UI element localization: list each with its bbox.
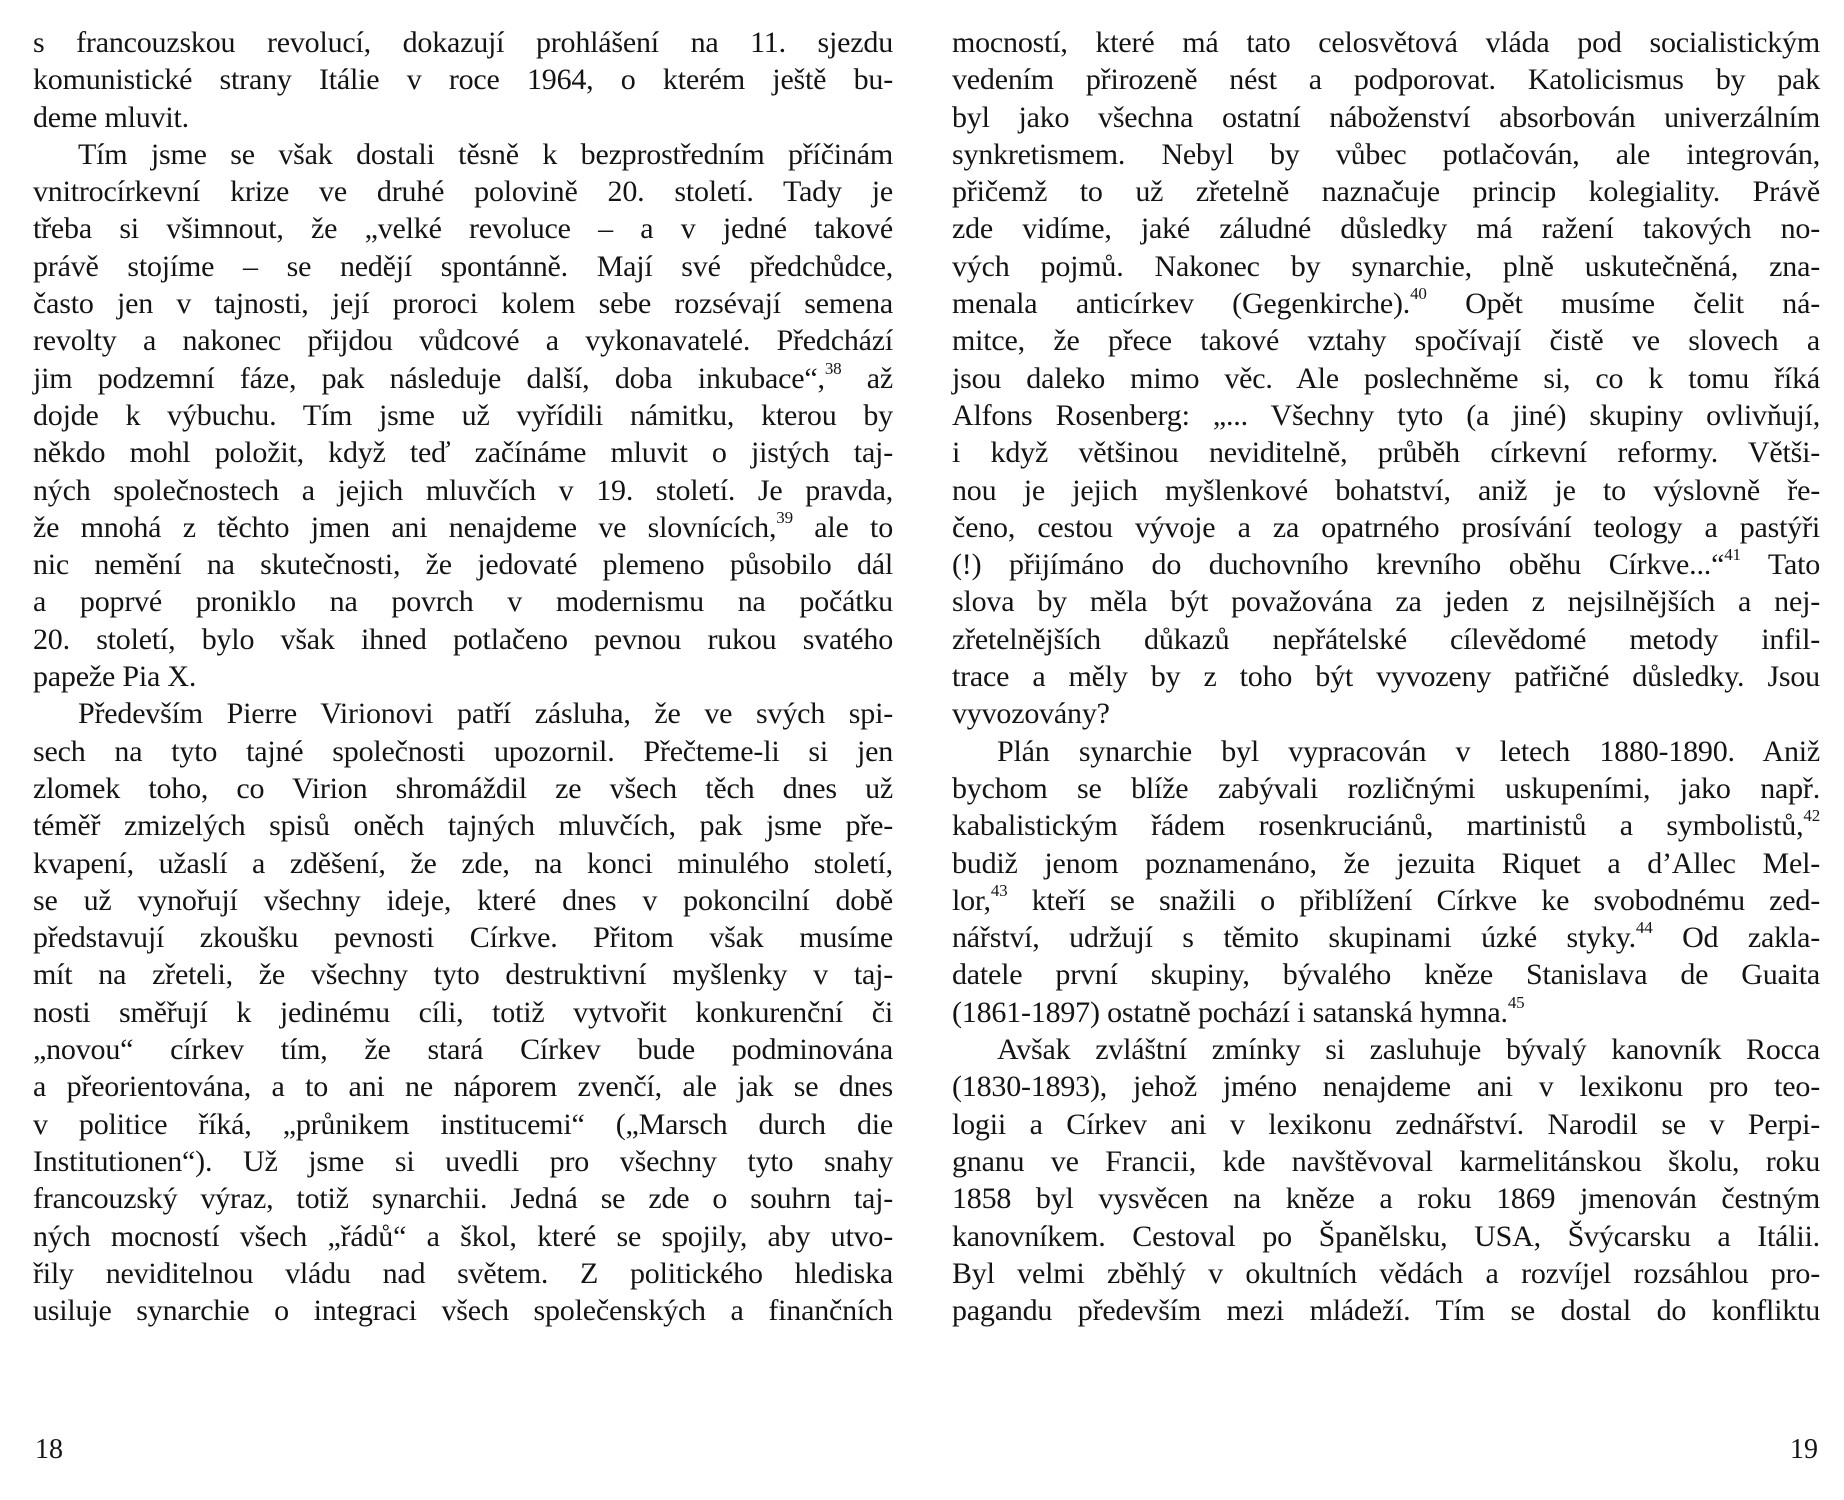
text-line-content: deme mluvit. — [33, 100, 189, 134]
text-line — [33, 173, 893, 210]
left-page — [33, 0, 893, 1500]
text-line — [33, 360, 893, 397]
text-line-content: že mnohá z těchto jmen ani nenajdeme ve slovnících, — [33, 510, 777, 544]
text-line-content: téměř zmizelých spisů oněch tajných mluvčích, pak jsme pře- — [33, 809, 893, 843]
footnote-reference: 43 — [990, 880, 1008, 900]
text-line — [952, 882, 1820, 919]
text-line-content: budiž jenom poznamenáno, že jezuita Riquet a d’Allec Mel- — [952, 846, 1820, 880]
text-line — [952, 956, 1820, 993]
text-line-content: menala anticírkev (Gegenkirche). — [952, 287, 1411, 321]
text-line-content: pagandu především mezi mládeží. Tím se dostal do konfliktu — [952, 1294, 1820, 1328]
text-line — [33, 1218, 893, 1255]
text-line-content: často jen v tajnosti, její proroci kolem sebe rozsévají semena — [33, 287, 893, 321]
text-line-content: zde vidíme, jaké záludné důsledky má ražení takových no- — [952, 212, 1820, 246]
text-line-content: (1861-1897) ostatně pochází i satanská hymna. — [952, 995, 1508, 1029]
text-line-continuation: kteří se snažili o přiblížení Církve ke svobodnému zed- — [1007, 883, 1820, 917]
text-line-content: kvapení, užaslí a zděšení, že zde, na konci minulého století, — [33, 846, 893, 880]
footnote-reference: 38 — [824, 358, 842, 378]
text-line — [952, 1031, 1820, 1068]
text-line — [952, 695, 1820, 732]
text-line — [952, 807, 1820, 844]
text-line — [952, 248, 1820, 285]
text-line-content: přičemž to už zřetelně naznačuje princip kolegiality. Právě — [952, 175, 1820, 209]
text-line-content: kanovníkem. Cestoval po Španělsku, USA, Švýcarsku a Itálii. — [952, 1219, 1820, 1253]
text-line-content: se už vynořují všechny ideje, které dnes v pokoncilní době — [33, 883, 893, 917]
text-line — [33, 24, 893, 61]
footnote-reference: 45 — [1507, 992, 1525, 1012]
text-line — [952, 1143, 1820, 1180]
text-line-content: Byl velmi zběhlý v okultních vědách a rozvíjel rozsáhlou pro- — [952, 1256, 1820, 1290]
text-line — [33, 322, 893, 359]
text-line — [33, 1068, 893, 1105]
text-line-content: v politice říká, „průnikem institucemi“ („Marsch durch die — [33, 1107, 893, 1141]
text-line-content: vedením přirozeně nést a podporovat. Katolicismus by pak — [952, 63, 1820, 97]
text-line-content: gnanu ve Francii, kde navštěvoval karmelitánskou školu, roku — [952, 1144, 1820, 1178]
text-line — [952, 1218, 1820, 1255]
text-line-content: řily neviditelnou vládu nad světem. Z politického hlediska — [33, 1256, 893, 1290]
text-line-content: a poprvé proniklo na povrch v modernismu na počátku — [33, 585, 893, 619]
text-line — [952, 472, 1820, 509]
text-line-content: Institutionen“). Už jsme si uvedli pro všechny tyto snahy — [33, 1144, 893, 1178]
text-line — [952, 99, 1820, 136]
text-line-content: kabalistickým řádem rosenkruciánů, martinistů a symbolistů, — [952, 809, 1804, 843]
text-line-content: zřetelnějších důkazů nepřátelské cílevědomé metody infil- — [952, 622, 1820, 656]
text-line-content: představují zkoušku pevnosti Církve. Přitom však musíme — [33, 921, 893, 955]
text-line-content: Plán synarchie byl vypracován v letech 1880-1890. Aniž — [997, 734, 1820, 768]
text-line-content: nic nemění na skutečnosti, že jedovaté plemeno působilo dál — [33, 548, 893, 582]
text-line-content: papeže Pia X. — [33, 660, 197, 694]
text-line — [33, 285, 893, 322]
text-line-content: vých pojmů. Nakonec by synarchie, plně uskutečněná, zna- — [952, 249, 1820, 283]
page-number-right: 19 — [1790, 1434, 1818, 1465]
text-line-content: lor, — [952, 883, 991, 917]
text-line-content: 1858 byl vysvěcen na kněze a roku 1869 jmenován čestným — [952, 1182, 1820, 1216]
text-line-content: byl jako všechna ostatní náboženství absorbován univerzálním — [952, 100, 1820, 134]
text-line — [952, 1068, 1820, 1105]
text-line — [952, 210, 1820, 247]
left-page-text-column — [33, 24, 893, 1329]
text-line — [33, 695, 893, 732]
text-line — [952, 322, 1820, 359]
text-line — [952, 1292, 1820, 1329]
text-line-continuation: Opět musíme čelit ná- — [1426, 287, 1820, 321]
text-line-content: ných mocností všech „řádů“ a škol, které se spojily, aby utvo- — [33, 1219, 893, 1253]
text-line — [33, 1031, 893, 1068]
text-line — [33, 546, 893, 583]
text-line — [952, 61, 1820, 98]
text-line-content: mitce, že přece takové vztahy spočívají čistě ve slovech a — [952, 324, 1820, 358]
text-line — [33, 61, 893, 98]
text-line — [33, 658, 893, 695]
text-line — [952, 173, 1820, 210]
text-line — [952, 136, 1820, 173]
text-line — [33, 248, 893, 285]
text-line — [33, 99, 893, 136]
text-line-content: mocností, které má tato celosvětová vláda pod socialistickým — [952, 26, 1820, 59]
footnote-reference: 42 — [1803, 806, 1820, 826]
text-line-content: trace a měly by z toho být vyvozeny patřičné důsledky. Jsou — [952, 660, 1820, 694]
text-line-content: nářství, udržují s těmito skupinami úzké styky. — [952, 921, 1636, 955]
right-page — [952, 0, 1820, 1500]
text-line-content: logii a Církev ani v lexikonu zednářství. Narodil se v Perpi- — [952, 1107, 1820, 1141]
right-page-text-column — [952, 24, 1820, 1329]
text-line-content: usiluje synarchie o integraci všech společenských a finančních — [33, 1294, 893, 1328]
text-line-content: (1830-1893), jehož jméno nenajdeme ani v lexikonu pro teo- — [952, 1070, 1820, 1104]
text-line-content: sech na tyto tajné společnosti upozornil. Přečteme-li si jen — [33, 734, 893, 768]
text-line — [952, 509, 1820, 546]
text-line — [33, 434, 893, 471]
text-line — [952, 546, 1820, 583]
text-line-content: Alfons Rosenberg: „... Všechny tyto (a jiné) skupiny ovlivňují, — [952, 398, 1820, 432]
text-line — [952, 658, 1820, 695]
text-line-content: synkretismem. Nebyl by vůbec potlačován, ale integrován, — [952, 137, 1820, 171]
text-line — [952, 285, 1820, 322]
text-line — [33, 807, 893, 844]
text-line-content: komunistické strany Itálie v roce 1964, o kterém ještě bu- — [33, 63, 893, 97]
text-line-content: dojde k výbuchu. Tím jsme už vyřídili námitku, kterou by — [33, 398, 893, 432]
footnote-reference: 39 — [776, 507, 793, 527]
text-line-content: jim podzemní fáze, pak následuje další, doba inkubace“, — [33, 361, 825, 395]
text-line-content: Především Pierre Virionovi patří zásluha, že ve svých spi- — [78, 697, 893, 731]
text-line-content: „novou“ církev tím, že stará Církev bude podminována — [33, 1033, 893, 1067]
text-line — [952, 845, 1820, 882]
text-line-continuation: Od zakla- — [1652, 921, 1821, 955]
text-line-content: čeno, cestou vývoje a za opatrného prosívání teology a pastýři — [952, 510, 1820, 544]
text-line — [952, 24, 1820, 61]
text-line — [33, 509, 893, 546]
text-line-content: ných společnostech a jejich mluvčích v 19. století. Je pravda, — [33, 473, 893, 507]
text-line-content: zlomek toho, co Virion shromáždil ze všech těch dnes už — [33, 771, 893, 805]
text-line-content: revolty a nakonec přijdou vůdcové a vykonavatelé. Předchází — [33, 324, 893, 358]
text-line — [952, 1255, 1820, 1292]
text-line-content: nou je jejich myšlenkové bohatství, aniž je to výslovně ře- — [952, 473, 1820, 507]
text-line-content: slova by měla být považována za jeden z nejsilnějších a nej- — [952, 585, 1820, 619]
text-line-content: vnitrocírkevní krize ve druhé polovině 20. století. Tady je — [33, 175, 893, 209]
text-line — [33, 994, 893, 1031]
text-line — [33, 1292, 893, 1329]
text-line — [33, 1255, 893, 1292]
text-line-content: jsou daleko mimo věc. Ale poslechněme si, co k tomu říká — [952, 361, 1820, 395]
text-line-content: a přeorientována, a to ani ne náporem zvenčí, ale jak se dnes — [33, 1070, 893, 1104]
text-line-content: i když většinou neviditelně, průběh církevní reformy. Větši- — [952, 436, 1820, 470]
text-line-content: vyvozovány? — [952, 697, 1110, 731]
text-line — [33, 583, 893, 620]
footnote-reference: 40 — [1410, 284, 1427, 304]
text-line — [33, 472, 893, 509]
text-line-content: (!) přijímáno do duchovního krevního oběhu Církve...“ — [952, 548, 1725, 582]
text-line-content: právě stojíme – se nedějí spontánně. Mají své předchůdce, — [33, 249, 893, 283]
text-line — [952, 434, 1820, 471]
text-line — [33, 621, 893, 658]
text-line — [952, 994, 1820, 1031]
text-line-content: třeba si všimnout, že „velké revoluce – a v jedné takové — [33, 212, 893, 246]
text-line-continuation: až — [841, 361, 894, 395]
text-line — [33, 956, 893, 993]
text-line — [33, 919, 893, 956]
text-line — [952, 770, 1820, 807]
text-line — [952, 360, 1820, 397]
text-line-content: mít na zřeteli, že všechny tyto destruktivní myšlenky v taj- — [33, 958, 893, 992]
text-line — [952, 583, 1820, 620]
text-line — [952, 1180, 1820, 1217]
text-line — [33, 845, 893, 882]
text-line — [33, 210, 893, 247]
footnote-reference: 41 — [1724, 545, 1741, 565]
text-line-content: 20. století, bylo však ihned potlačeno pevnou rukou svatého — [33, 622, 893, 656]
text-line-content: s francouzskou revolucí, dokazují prohlášení na 11. sjezdu — [33, 26, 893, 59]
text-line — [952, 397, 1820, 434]
text-line — [952, 621, 1820, 658]
text-line — [952, 1106, 1820, 1143]
text-line — [33, 1143, 893, 1180]
text-line-content: Tím jsme se však dostali těsně k bezprostředním příčinám — [78, 137, 893, 171]
text-line-content: Avšak zvláštní zmínky si zasluhuje bývalý kanovník Rocca — [997, 1033, 1820, 1067]
text-line — [33, 1106, 893, 1143]
text-line — [952, 919, 1820, 956]
text-line — [33, 733, 893, 770]
text-line — [952, 733, 1820, 770]
page-number-left: 18 — [35, 1434, 63, 1465]
text-line-content: nosti směřují k jedinému cíli, totiž vytvořit konkurenční či — [33, 995, 893, 1029]
text-line-content: bychom se blíže zabývali rozličnými uskupeními, jako např. — [952, 771, 1820, 805]
text-line — [33, 397, 893, 434]
text-line — [33, 136, 893, 173]
text-line-content: francouzský výraz, totiž synarchii. Jedná se zde o souhrn taj- — [33, 1182, 893, 1216]
text-line-continuation: Tato — [1740, 548, 1821, 582]
text-line — [33, 770, 893, 807]
text-line — [33, 1180, 893, 1217]
text-line-content: někdo mohl položit, když teď začínáme mluvit o jistých taj- — [33, 436, 893, 470]
text-line-content: datele první skupiny, bývalého kněze Stanislava de Guaita — [952, 958, 1820, 992]
text-line-continuation: ale to — [792, 510, 893, 544]
footnote-reference: 44 — [1635, 918, 1653, 938]
text-line — [33, 882, 893, 919]
